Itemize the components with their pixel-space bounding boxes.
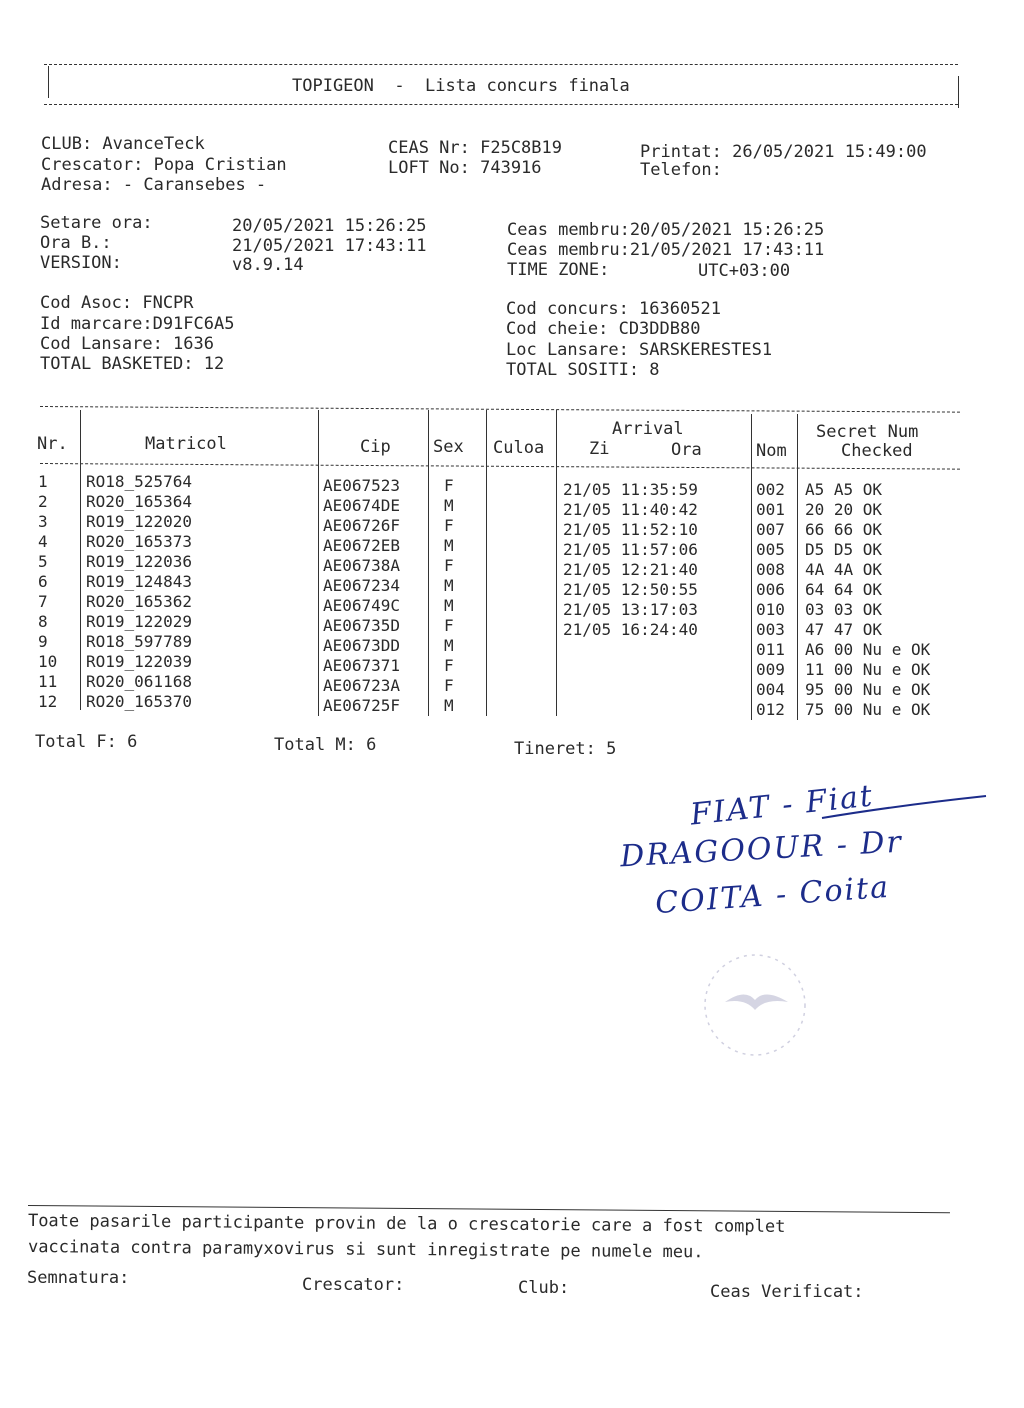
adresa: Adresa: - Caransebes -: [41, 175, 267, 195]
cell-sex: M: [444, 536, 454, 555]
cell-arrival: 21/05 16:24:40: [563, 620, 698, 639]
cell-nom: 009: [756, 660, 785, 679]
cell-cip: AE067234: [323, 576, 401, 595]
cell-cip: AE06738A: [323, 556, 401, 575]
table-header-rule: [40, 463, 960, 470]
cell-arrival: 21/05 11:57:06: [563, 540, 698, 559]
header-secret: Secret Num: [816, 422, 919, 442]
cell-matricol: RO18_597789: [86, 632, 192, 651]
cell-cip: AE06749C: [323, 596, 401, 615]
handwritten-note-1: FIAT - Fiat: [688, 778, 876, 833]
cell-matricol: RO19_122020: [86, 512, 192, 531]
cell-secret: 4A 4A OK: [805, 560, 883, 579]
cell-nr: 7: [38, 592, 48, 611]
handwritten-note-2: DRAGOOUR - Dr: [619, 824, 904, 875]
cell-cip: AE06726F: [323, 516, 401, 535]
cell-sex: F: [444, 656, 454, 675]
header-checked: Checked: [841, 441, 913, 461]
cell-nom: 010: [756, 600, 785, 619]
version-label: VERSION:: [40, 253, 122, 273]
cell-matricol: RO19_122036: [86, 552, 192, 571]
setare-ora-label: Setare ora:: [40, 213, 153, 233]
ora-b-value: 21/05/2021 17:43:11: [232, 236, 427, 256]
table-row: [0, 492, 1024, 519]
cell-arrival: 21/05 13:17:03: [563, 600, 698, 619]
cell-nr: 10: [38, 652, 58, 671]
table-row: [0, 612, 1024, 639]
tineret: Tineret: 5: [514, 739, 617, 759]
cell-matricol: RO18_525764: [86, 472, 192, 491]
cod-concurs: Cod concurs: 16360521: [506, 299, 721, 319]
cell-nom: 001: [756, 500, 785, 519]
cell-sex: M: [444, 636, 454, 655]
title-box-left: [48, 66, 49, 98]
cell-nom: 004: [756, 680, 785, 699]
cell-nr: 6: [38, 572, 48, 591]
cod-asoc: Cod Asoc: FNCPR: [40, 293, 194, 313]
cell-secret: 47 47 OK: [805, 620, 883, 639]
telefon: Telefon:: [640, 160, 722, 180]
table-row: [0, 472, 1024, 499]
club: CLUB: AvanceTeck: [41, 134, 205, 154]
table-row: [0, 532, 1024, 559]
cell-secret: D5 D5 OK: [805, 540, 883, 559]
cell-arrival: 21/05 11:35:59: [563, 480, 698, 499]
total-m: Total M: 6: [274, 735, 377, 755]
table-row: [0, 672, 1024, 699]
cell-secret: A5 A5 OK: [805, 480, 883, 499]
cell-secret: A6 00 Nu e OK: [805, 640, 931, 659]
total-basketed: TOTAL BASKETED: 12: [40, 354, 225, 374]
time-zone-value: UTC+03:00: [698, 261, 791, 281]
handwriting-underline: [820, 794, 990, 824]
total-sositi: TOTAL SOSITI: 8: [506, 360, 660, 380]
cell-arrival: 21/05 12:21:40: [563, 560, 698, 579]
cell-nom: 006: [756, 580, 785, 599]
cell-matricol: RO20_165373: [86, 532, 192, 551]
stamp-seal-icon: [700, 950, 820, 1060]
table-row: [0, 632, 1024, 659]
ceas-membru-2: Ceas membru:21/05/2021 17:43:11: [507, 240, 825, 260]
cell-nr: 3: [38, 512, 48, 531]
cell-sex: M: [444, 576, 454, 595]
cell-sex: M: [444, 496, 454, 515]
table-row: [0, 692, 1024, 719]
header-nr: Nr.: [37, 434, 68, 454]
cell-nom: 011: [756, 640, 785, 659]
cell-matricol: RO19_122029: [86, 612, 192, 631]
signature-label: Semnatura:: [27, 1268, 130, 1288]
cell-sex: F: [444, 616, 454, 635]
loc-lansare: Loc Lansare: SARSKERESTES1: [506, 340, 773, 360]
time-zone-label: TIME ZONE:: [507, 260, 610, 280]
cell-nr: 5: [38, 552, 48, 571]
crescator-signature-label: Crescator:: [302, 1275, 405, 1295]
cell-nom: 007: [756, 520, 785, 539]
id-marcare: Id marcare:D91FC6A5: [40, 314, 235, 334]
cell-cip: AE067523: [323, 476, 401, 495]
cell-arrival: 21/05 12:50:55: [563, 580, 698, 599]
cell-nr: 8: [38, 612, 48, 631]
cell-nr: 1: [38, 472, 48, 491]
cell-matricol: RO19_122039: [86, 652, 192, 671]
table-row: [0, 572, 1024, 599]
cell-sex: F: [444, 516, 454, 535]
cod-lansare: Cod Lansare: 1636: [40, 334, 214, 354]
cell-nr: 12: [38, 692, 58, 711]
club-signature-label: Club:: [518, 1278, 570, 1298]
title-box-top: [44, 64, 958, 65]
cell-nom: 008: [756, 560, 785, 579]
declaration-line-2: vaccinata contra paramyxovirus si sunt inregistrate pe numele meu.: [27, 1237, 704, 1263]
cell-matricol: RO19_124843: [86, 572, 192, 591]
printat: Printat: 26/05/2021 15:49:00: [640, 142, 927, 162]
cell-cip: AE0673DD: [323, 636, 401, 655]
header-matricol: Matricol: [145, 434, 227, 454]
header-sex: Sex: [433, 437, 464, 457]
cell-nom: 005: [756, 540, 785, 559]
cell-cip: AE067371: [323, 656, 401, 675]
cell-cip: AE0672EB: [323, 536, 401, 555]
cell-secret: 66 66 OK: [805, 520, 883, 539]
cell-cip: AE06723A: [323, 676, 401, 695]
cell-secret: 64 64 OK: [805, 580, 883, 599]
title-box-right: [958, 76, 959, 108]
table-row: [0, 512, 1024, 539]
cell-nom: 012: [756, 700, 785, 719]
cell-nom: 003: [756, 620, 785, 639]
table-top-rule: [40, 406, 960, 413]
setare-ora-value: 20/05/2021 15:26:25: [232, 216, 427, 236]
ceas-membru-1: Ceas membru:20/05/2021 15:26:25: [507, 220, 825, 240]
cell-nr: 2: [38, 492, 48, 511]
cell-secret: 95 00 Nu e OK: [805, 680, 931, 699]
header-zi: Zi: [589, 439, 610, 459]
cell-matricol: RO20_165362: [86, 592, 192, 611]
header-arrival: Arrival: [612, 419, 684, 439]
cod-cheie: Cod cheie: CD3DDB80: [506, 319, 701, 339]
header-nom: Nom: [756, 441, 787, 461]
header-culoa: Culoa: [493, 438, 545, 458]
crescator: Crescator: Popa Cristian: [41, 155, 287, 175]
cell-nr: 11: [38, 672, 58, 691]
loft-no: LOFT No: 743916: [388, 158, 542, 178]
title-box-bottom: [44, 104, 958, 105]
cell-matricol: RO20_165370: [86, 692, 192, 711]
cell-secret: 03 03 OK: [805, 600, 883, 619]
cell-secret: 11 00 Nu e OK: [805, 660, 931, 679]
table-row: [0, 592, 1024, 619]
total-f: Total F: 6: [35, 732, 138, 752]
cell-matricol: RO20_061168: [86, 672, 192, 691]
cell-sex: F: [444, 476, 454, 495]
header-ora: Ora: [671, 440, 702, 460]
cell-nr: 4: [38, 532, 48, 551]
cell-matricol: RO20_165364: [86, 492, 192, 511]
cell-sex: M: [444, 696, 454, 715]
cell-arrival: 21/05 11:52:10: [563, 520, 698, 539]
cell-cip: AE06725F: [323, 696, 401, 715]
cell-nom: 002: [756, 480, 785, 499]
cell-sex: F: [444, 676, 454, 695]
version-value: v8.9.14: [232, 255, 304, 275]
table-row: [0, 652, 1024, 679]
table-row: [0, 552, 1024, 579]
cell-cip: AE06735D: [323, 616, 401, 635]
ceas-nr: CEAS Nr: F25C8B19: [388, 138, 562, 158]
cell-cip: AE0674DE: [323, 496, 401, 515]
handwritten-note-3: COITA - Coita: [654, 869, 892, 922]
cell-sex: F: [444, 556, 454, 575]
cell-nr: 9: [38, 632, 48, 651]
document-title: TOPIGEON - Lista concurs finala: [292, 76, 630, 96]
cell-arrival: 21/05 11:40:42: [563, 500, 698, 519]
cell-secret: 20 20 OK: [805, 500, 883, 519]
declaration-line-1: Toate pasarile participante provin de la o crescatorie care a fost complet: [27, 1211, 786, 1237]
cell-secret: 75 00 Nu e OK: [805, 700, 931, 719]
ora-b-label: Ora B.:: [40, 233, 112, 253]
header-cip: Cip: [360, 437, 391, 457]
ceas-verificat-label: Ceas Verificat:: [710, 1282, 864, 1302]
cell-sex: M: [444, 596, 454, 615]
